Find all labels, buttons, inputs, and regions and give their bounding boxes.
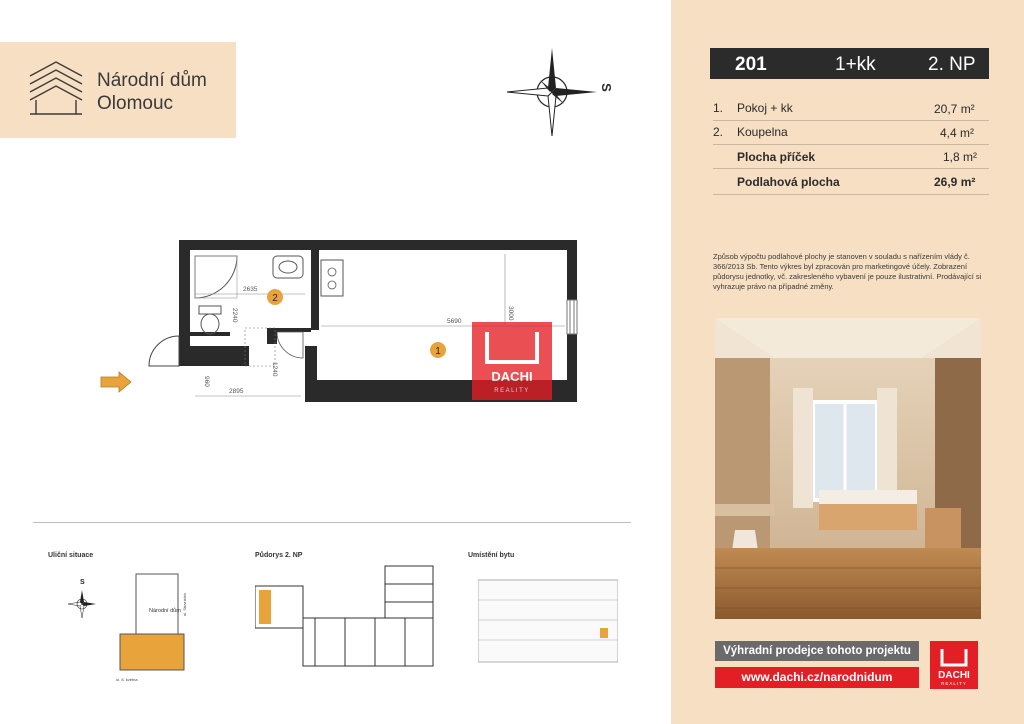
floor-area-value: 26,9 m² <box>934 175 976 189</box>
dim-1240: 1240 <box>271 362 278 377</box>
situation-street-1: ul. Stuvnická <box>182 593 187 616</box>
situation-title: Uliční situace <box>48 552 94 559</box>
unit-number: 201 <box>735 54 767 75</box>
mini-compass-icon <box>68 590 96 618</box>
unit-floor: 2. NP <box>928 54 976 75</box>
section-divider <box>33 522 631 523</box>
building-logo-icon <box>28 58 84 118</box>
room-2-num: 2. <box>713 125 724 139</box>
dim-5690: 5690 <box>447 318 462 325</box>
dim-2635: 2635 <box>243 286 258 293</box>
floor-area-label: Podlahová plocha <box>737 175 840 189</box>
compass-rose-icon <box>505 46 605 138</box>
floor-overview-plan <box>255 564 435 684</box>
watermark-brand: DACHI <box>491 369 533 384</box>
situation-compass-label: S <box>80 579 85 586</box>
room-1-area: 20,7 m² <box>934 102 975 116</box>
dachi-watermark <box>472 322 552 400</box>
room-1-num: 1. <box>713 101 724 115</box>
dachi-logo-sub: REALITY <box>941 681 967 686</box>
exclusive-seller-banner: Výhradní prodejce tohoto projektu <box>715 641 919 661</box>
partition-area-value: 1,8 m² <box>943 150 978 164</box>
website-link[interactable]: www.dachi.cz/narodnidum <box>715 667 919 688</box>
room-2-name: Koupelna <box>737 125 788 139</box>
dim-3000: 3000 <box>507 306 514 321</box>
partition-area-label: Plocha příček <box>737 150 816 164</box>
location-title: Umístění bytu <box>468 552 515 559</box>
disclaimer-text: Způsob výpočtu podlahové plochy je stanoven v souladu s nařízením vlády č. 366/2013 Sb. Tento výkres byl zpracován pro marketingové účely. Zobrazení půdorysu jednotky, vč. zakresleného vybavení je pouze ilustrativní. Prodávající si vyhrazuje právo na případné změny. <box>713 252 982 291</box>
table-divider <box>713 144 989 145</box>
room-2-badge: 2 <box>272 293 278 304</box>
logo-title-line1: Národní dům <box>97 70 207 91</box>
room-1-badge: 1 <box>435 346 441 357</box>
unit-header <box>710 48 989 79</box>
interior-photo <box>715 318 981 619</box>
table-divider <box>713 194 989 195</box>
dim-2895: 2895 <box>229 388 244 395</box>
situation-street-2: ul. 8. května <box>116 677 138 682</box>
dim-2240: 2240 <box>231 308 238 323</box>
building-facade <box>478 570 618 670</box>
table-divider <box>713 168 989 169</box>
table-divider <box>713 120 989 121</box>
room-2-area: 4,4 m² <box>940 126 975 140</box>
floor-plan <box>95 236 585 416</box>
room-1-name: Pokoj + kk <box>737 101 793 115</box>
dachi-logo <box>930 641 978 689</box>
dim-960: 960 <box>203 376 210 387</box>
watermark-sub: REALITY <box>494 388 530 394</box>
dachi-logo-icon <box>930 641 978 689</box>
logo-title-line2: Olomouc <box>97 93 174 114</box>
dachi-logo-brand: DACHI <box>938 670 970 681</box>
situation-building-label: Národní dům <box>149 608 181 614</box>
unit-layout: 1+kk <box>835 54 876 75</box>
street-situation-map <box>60 566 200 686</box>
floor-overview-title: Půdorys 2. NP <box>255 552 303 559</box>
compass-south-label: S <box>598 83 614 92</box>
